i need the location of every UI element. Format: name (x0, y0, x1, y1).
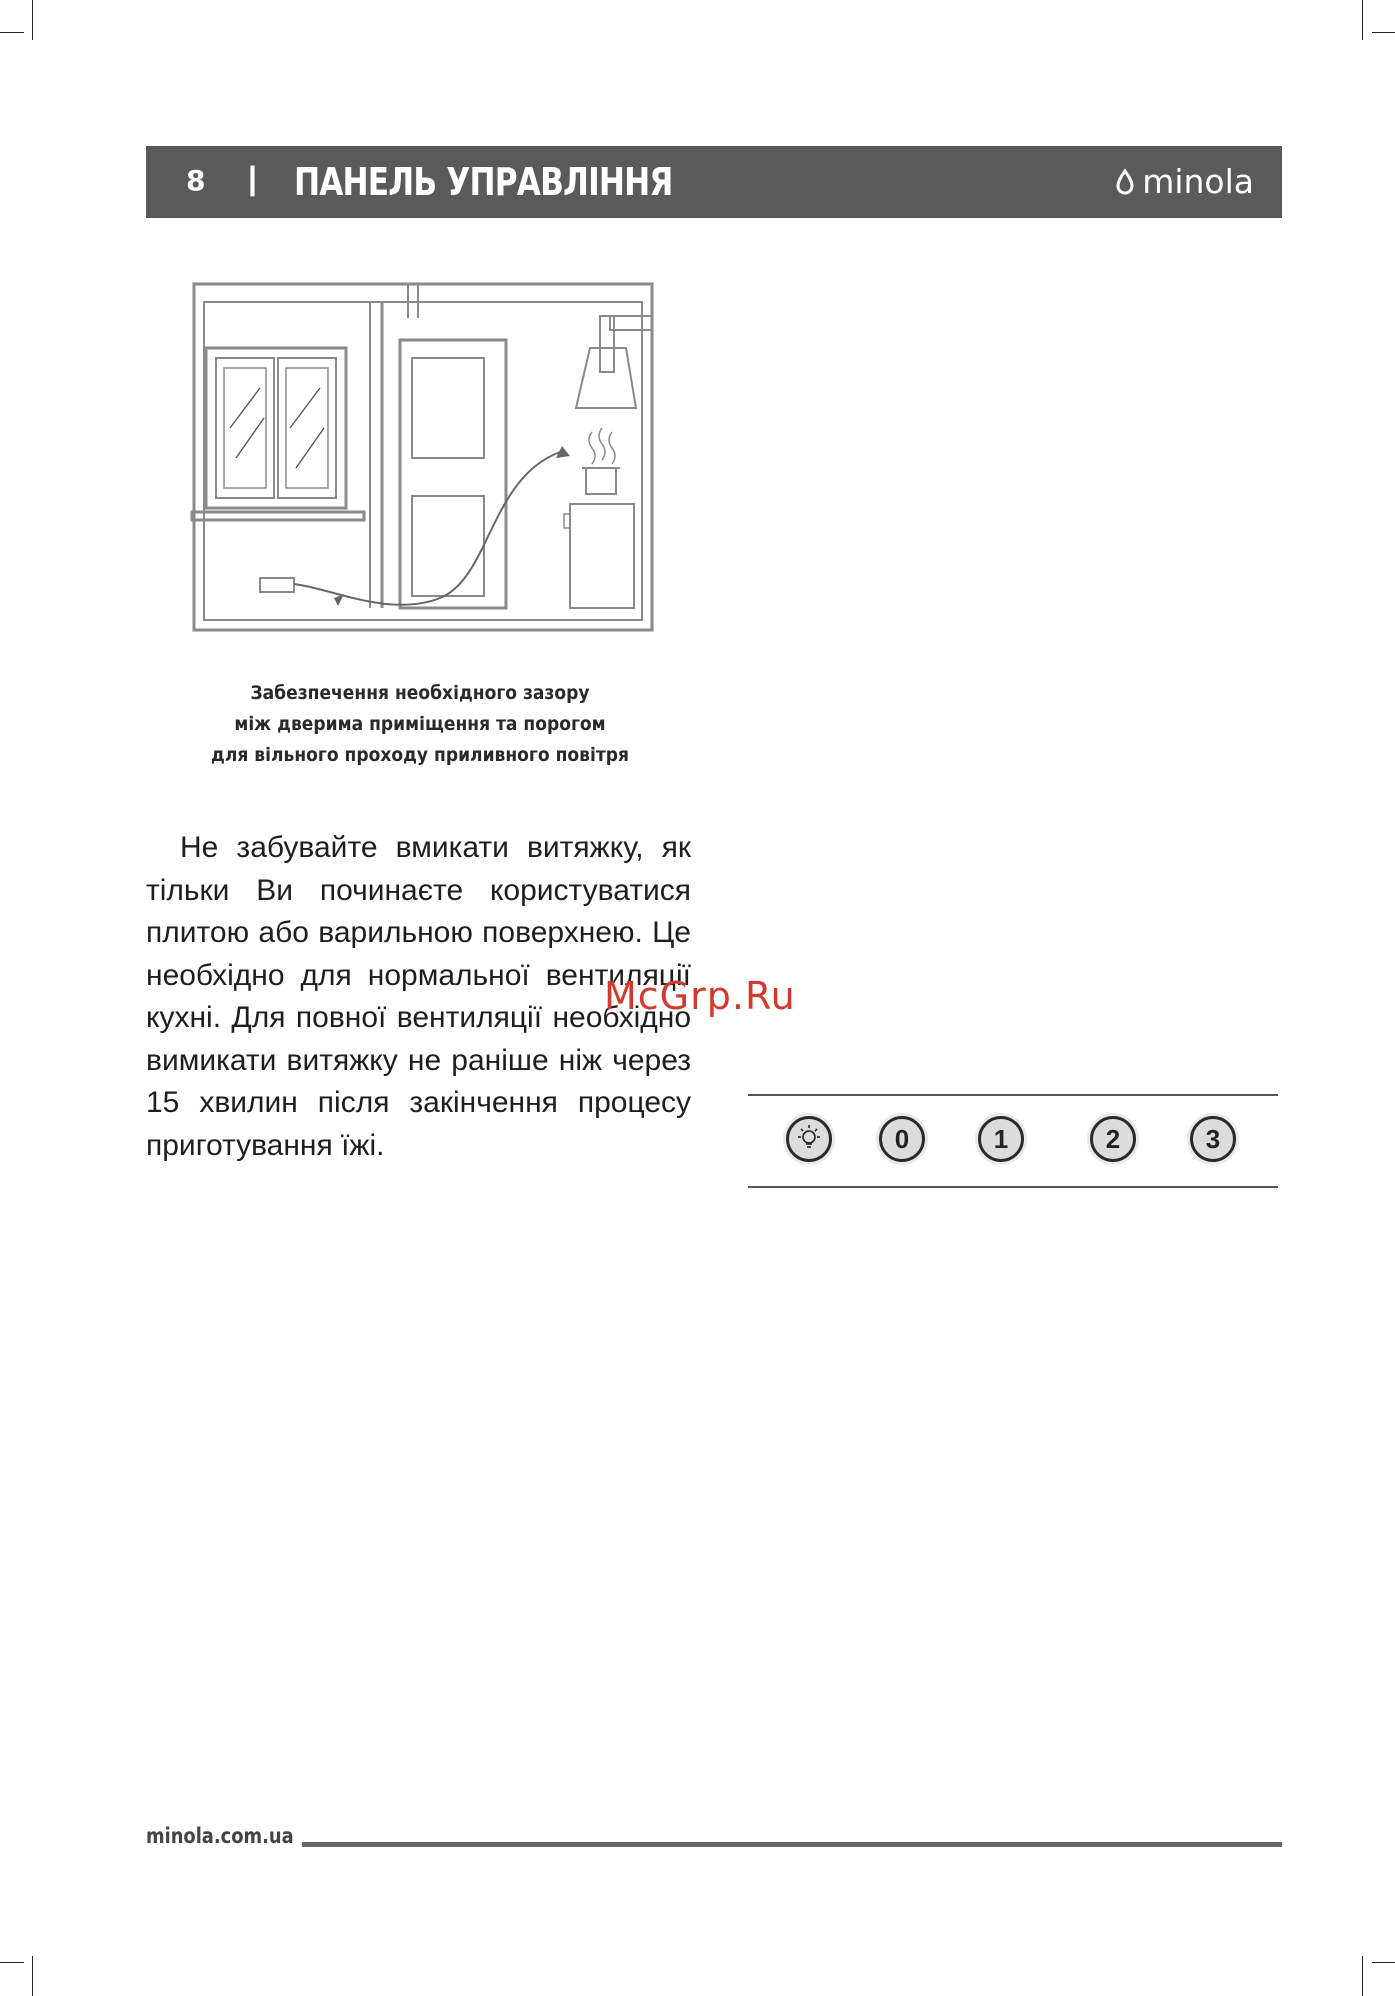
light-bulb-icon (792, 1122, 826, 1156)
drop-logo-icon (1114, 168, 1136, 196)
page-header (146, 146, 1282, 218)
speed-1-button[interactable]: 1 (978, 1116, 1024, 1162)
crop-mark (1362, 1956, 1363, 1996)
panel-top-line (748, 1094, 1278, 1096)
crop-mark (32, 1956, 33, 1996)
light-button[interactable] (786, 1116, 832, 1162)
page-title: ПАНЕЛЬ УПРАВЛІННЯ (294, 160, 673, 204)
caption-line: між дверима приміщення та порогом (234, 713, 606, 735)
panel-bottom-line (748, 1186, 1278, 1188)
watermark: McGrp.Ru (604, 974, 796, 1018)
speed-0-button[interactable]: 0 (879, 1116, 925, 1162)
crop-mark (1362, 0, 1363, 40)
crop-mark (0, 1962, 24, 1963)
ventilation-illustration (190, 278, 660, 638)
crop-mark (1372, 1962, 1395, 1963)
crop-mark (32, 0, 33, 40)
page-number: 8 (186, 164, 206, 197)
crop-mark (1372, 32, 1395, 33)
brand-logo (1114, 162, 1254, 201)
instruction-paragraph: Не забувайте вмикати витяжку, як тільки Ви починаєте користуватися плитою або варильною поверхнею. Це необхідно для нормальної вентиляції кухні. Для повної вентиляції необхідно вимикати витяжку не раніше ніж через 15 хвилин після закінчення процесу приготування їжі. (146, 831, 691, 1162)
caption-line: для вільного проходу приливного повітря (211, 744, 629, 766)
footer-website: minola.com.ua (146, 1824, 294, 1848)
figure-caption (177, 678, 663, 771)
footer-rule (302, 1842, 1282, 1847)
crop-mark (0, 32, 24, 33)
speed-3-button[interactable]: 3 (1190, 1116, 1236, 1162)
logo-text: minola (1142, 162, 1254, 201)
header-separator: | (248, 160, 257, 196)
caption-line: Забезпечення необхідного зазору (250, 682, 590, 704)
speed-2-button[interactable]: 2 (1090, 1116, 1136, 1162)
